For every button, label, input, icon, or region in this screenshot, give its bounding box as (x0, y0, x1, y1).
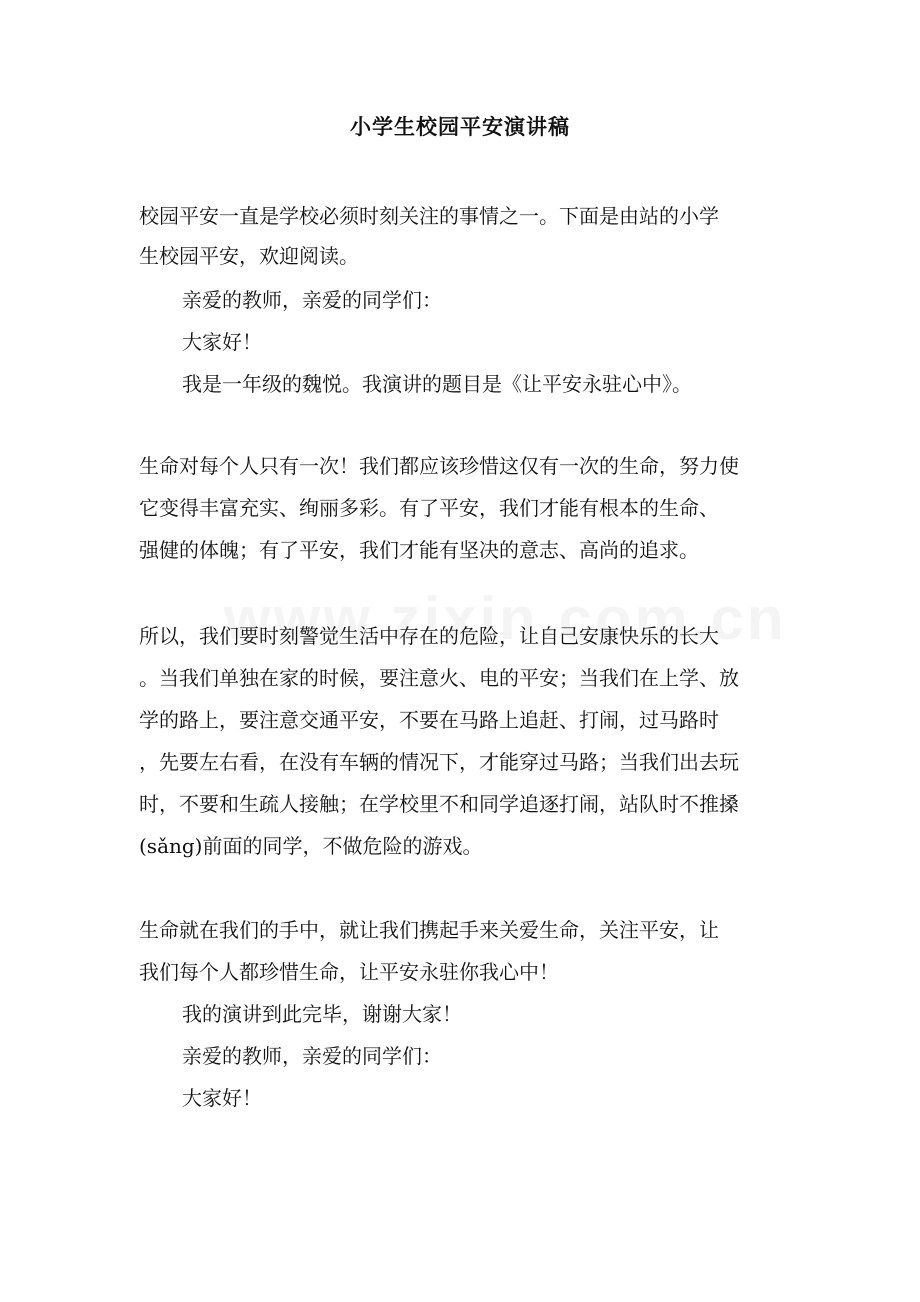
paragraph-line: (sǎng)前面的同学，不做危险的游戏。 (139, 834, 483, 858)
paragraph-line: 时，不要和生疏人接触；在学校里不和同学追逐打闹，站队时不推搡 (139, 792, 739, 816)
paragraph-line: 我是一年级的魏悦。我演讲的题目是《让平安永驻心中》。 (182, 372, 692, 396)
document-title: 小学生校园平安演讲稿 (350, 114, 570, 139)
paragraph-line: 强健的体魄；有了平安，我们才能有坚决的意志、高尚的追求。 (139, 538, 699, 562)
paragraph-line: 。当我们单独在家的时候，要注意火、电的平安；当我们在上学、放 (139, 666, 739, 690)
paragraph-line: 亲爱的教师，亲爱的同学们： (182, 288, 442, 312)
paragraph-line: 所以，我们要时刻警觉生活中存在的危险，让自己安康快乐的长大 (139, 624, 719, 648)
paragraph-line: 我的演讲到此完毕，谢谢大家！ (182, 1002, 462, 1026)
paragraph-line: 生命对每个人只有一次！我们都应该珍惜这仅有一次的生命，努力使 (139, 454, 739, 478)
paragraph-line: 生校园平安，欢迎阅读。 (139, 244, 359, 268)
paragraph-line: 大家好！ (182, 1086, 262, 1110)
paragraph-line: 我们每个人都珍惜生命，让平安永驻你我心中！ (139, 960, 559, 984)
paragraph-line: ，先要左右看，在没有车辆的情况下，才能穿过马路；当我们出去玩 (139, 750, 739, 774)
paragraph-line: 学的路上，要注意交通平安，不要在马路上追赶、打闹，过马路时 (139, 708, 719, 732)
paragraph-line: 它变得丰富充实、绚丽多彩。有了平安，我们才能有根本的生命、 (139, 496, 719, 520)
paragraph-line: 生命就在我们的手中，就让我们携起手来关爱生命，关注平安，让 (139, 918, 719, 942)
paragraph-line: 校园平安一直是学校必须时刻关注的事情之一。下面是由站的小学 (139, 204, 719, 228)
paragraph-line: 大家好！ (182, 330, 262, 354)
paragraph-line: 亲爱的教师，亲爱的同学们： (182, 1044, 442, 1068)
